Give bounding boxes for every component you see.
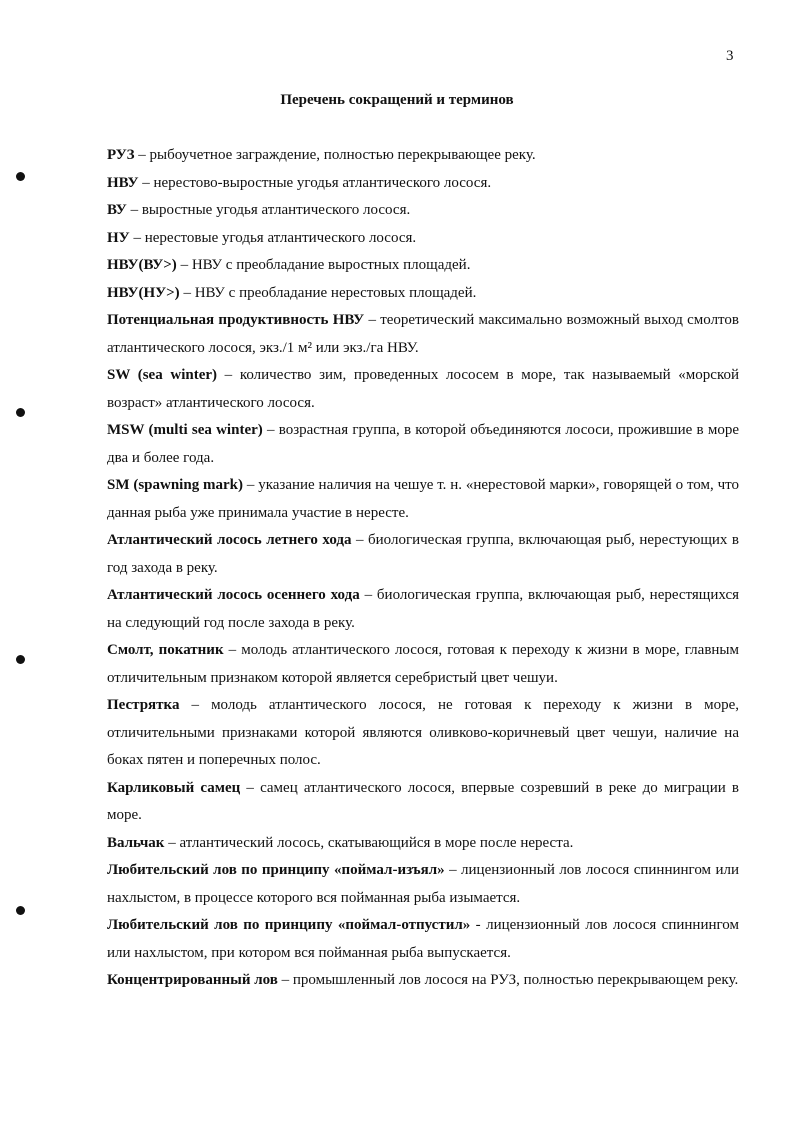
glossary-entry <box>107 142 739 170</box>
term-separator: – <box>179 284 195 301</box>
term-separator: – <box>164 834 180 851</box>
glossary-term: РУЗ <box>107 147 135 163</box>
glossary-entry <box>107 472 739 527</box>
punch-hole-mark <box>16 408 25 417</box>
glossary-definition: нерестово-выростные угодья атлантического лосося. <box>153 174 492 191</box>
glossary-definition: лицензионный лов лосося спиннингом или нахлыстом, в процессе которого вся пойманная рыба изымается. <box>107 862 740 906</box>
page-number: 3 <box>726 48 734 64</box>
term-separator: – <box>179 697 212 713</box>
punch-hole-mark <box>16 655 25 664</box>
glossary-entry <box>107 197 739 225</box>
glossary-entry <box>107 280 739 308</box>
term-separator: – <box>240 779 261 796</box>
term-separator: – <box>217 367 240 383</box>
glossary-definition: атлантический лосось, скатывающийся в море после нереста. <box>179 834 574 851</box>
glossary-list <box>107 142 739 995</box>
glossary-definition: лицензионный лов лосося спиннингом или нахлыстом, при котором вся пойманная рыба выпускается. <box>107 917 739 961</box>
glossary-term: НВУ(НУ>) <box>107 284 180 301</box>
term-separator: – <box>359 587 377 603</box>
glossary-entry <box>107 775 739 830</box>
glossary-term: НВУ(ВУ>) <box>107 257 177 273</box>
term-separator: – <box>351 532 368 548</box>
term-separator: – <box>277 972 293 988</box>
glossary-term: ВУ <box>107 202 127 218</box>
glossary-term: Атлантический лосось летнего хода <box>107 532 352 548</box>
glossary-entry <box>107 912 739 967</box>
term-separator: – <box>129 229 145 246</box>
glossary-term: Атлантический лосось осеннего хода <box>107 587 360 603</box>
term-separator: – <box>243 477 259 493</box>
glossary-definition: количество зим, проведенных лососем в море, так называемый «морской возраст» атлантического лосося. <box>107 367 739 411</box>
glossary-entry <box>107 527 739 582</box>
glossary-entry <box>107 967 739 995</box>
glossary-definition: молодь атлантического лосося, не готовая к переходу к жизни в море, отличительными признаками которой являются оливково-коричневый цвет чешуи, наличие на боках пятен и поперечных полос. <box>107 697 740 768</box>
term-separator: – <box>134 147 150 163</box>
glossary-term: Смолт, покатник <box>107 642 224 658</box>
glossary-term: Пестрятка <box>107 697 180 713</box>
glossary-definition: теоретический максимально возможный выход смолтов атлантического лосося, экз./1 м² или экз./га НВУ. <box>107 312 739 356</box>
glossary-definition: промышленный лов лосося на РУЗ, полностью перекрывающем реку. <box>292 972 739 988</box>
glossary-term: НВУ <box>107 174 139 191</box>
glossary-term: Любительский лов по принципу «поймал-отпустил» <box>107 917 471 933</box>
term-separator: – <box>176 257 192 273</box>
glossary-term: Вальчак <box>107 834 165 851</box>
glossary-definition: нерестовые угодья атлантического лосося. <box>144 229 417 246</box>
glossary-definition: биологическая группа, включающая рыб, нерестящихся на следующий год после захода в реку. <box>107 587 740 631</box>
glossary-entry <box>107 170 739 198</box>
glossary-entry <box>107 362 739 417</box>
glossary-definition: выростные угодья атлантического лосося. <box>141 202 411 218</box>
glossary-definition: самец атлантического лосося, впервые созревший в реке до миграции в море. <box>107 779 740 823</box>
glossary-term: Потенциальная продуктивность НВУ <box>107 312 365 328</box>
page-title: Перечень сокращений и терминов <box>280 92 514 108</box>
term-separator: – <box>364 312 381 328</box>
term-separator: – <box>138 174 154 191</box>
glossary-entry <box>107 830 739 858</box>
glossary-definition: указание наличия на чешуе т. н. «нерестовой марки», говорящей о том, что данная рыба уже принимала участие в нересте. <box>107 477 739 521</box>
glossary-term: Любительский лов по принципу «поймал-изъял» <box>107 862 445 878</box>
glossary-definition: рыбоучетное заграждение, полностью перекрывающее реку. <box>149 147 536 163</box>
glossary-entry <box>107 307 739 362</box>
glossary-definition: молодь атлантического лосося, готовая к переходу к жизни в море, главным отличительным признаком которой является серебристый цвет чешуи. <box>107 642 740 686</box>
punch-hole-mark <box>16 172 25 181</box>
glossary-term: SW (sea winter) <box>107 367 218 383</box>
glossary-entry <box>107 692 739 775</box>
glossary-entry <box>107 582 739 637</box>
glossary-definition: биологическая группа, включающая рыб, нерестующих в год захода в реку. <box>107 532 739 576</box>
glossary-term: SM (spawning mark) <box>107 477 244 493</box>
term-separator: – <box>223 642 242 658</box>
glossary-entry <box>107 225 739 253</box>
glossary-entry <box>107 857 739 912</box>
term-separator: - <box>470 917 487 933</box>
glossary-definition: НВУ с преобладание нерестовых площадей. <box>194 284 477 301</box>
punch-hole-mark <box>16 906 25 915</box>
glossary-term: MSW (multi sea winter) <box>107 422 263 438</box>
glossary-term: Карликовый самец <box>107 779 241 796</box>
glossary-entry <box>107 252 739 280</box>
glossary-definition: НВУ с преобладание выростных площадей. <box>191 257 471 273</box>
glossary-entry <box>107 637 739 692</box>
term-separator: – <box>126 202 142 218</box>
glossary-entry <box>107 417 739 472</box>
glossary-term: НУ <box>107 229 130 246</box>
glossary-term: Концентрированный лов <box>107 972 278 988</box>
term-separator: – <box>262 422 279 438</box>
glossary-definition: возрастная группа, в которой объединяются лососи, прожившие в море два и более года. <box>107 422 739 466</box>
term-separator: – <box>444 862 462 878</box>
